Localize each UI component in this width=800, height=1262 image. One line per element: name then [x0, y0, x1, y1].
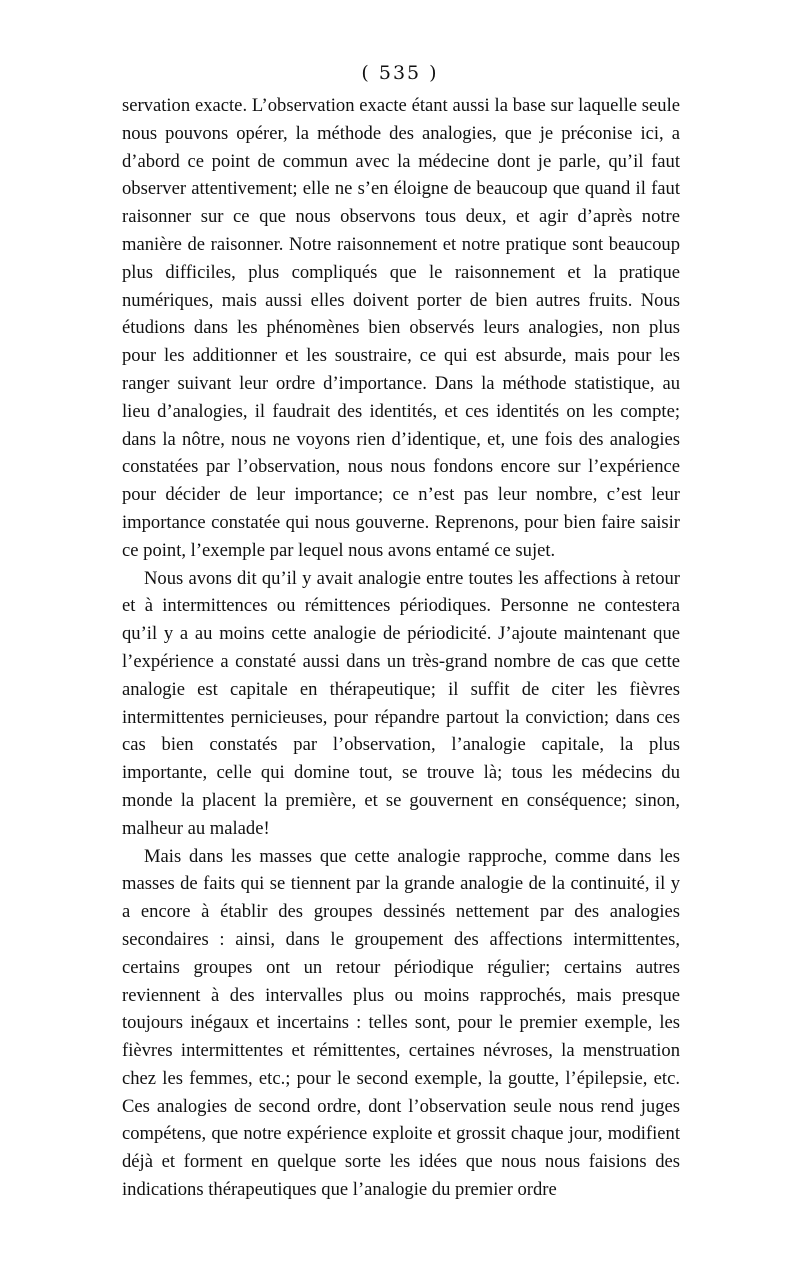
page-number: ( 535 ): [361, 62, 439, 84]
paragraph-2: Nous avons dit qu’il y avait analogie entre toutes les affections à retour et à intermittences ou rémittences périodiques. Personne ne contestera qu’il y a au moins cette analogie de périodicité. J’ajoute maintenant que l’expérience a constaté aussi dans un très-grand nombre de cas que cette analogie est capitale en thérapeutique; il suffit de citer les fièvres intermittentes pernicieuses, pour répandre partout la conviction; dans ces cas bien constatés par l’observation, l’analogie capitale, la plus importante, celle qui domine tout, se trouve là; tous les médecins du monde la placent la première, et se gouvernent en conséquence; sinon, malheur au malade!: [122, 567, 680, 839]
body-text: [122, 92, 680, 1204]
paragraph-1: servation exacte. L’observation exacte étant aussi la base sur laquelle seule nous pouvons opérer, la méthode des analogies, que je préconise ici, a d’abord ce point de commun avec la médecine dont je parle, qu’il faut observer attentivement; elle ne s’en éloigne de beaucoup que quand il faut raisonner sur ce que nous observons tous deux, et agir d’après notre manière de raisonner. Notre raisonnement et notre pratique sont beaucoup plus difficiles, plus compliqués que le raisonnement et la pratique numériques, mais aussi elles doivent porter de bien autres fruits. Nous étudions dans les phénomènes bien observés leurs analogies, non plus pour les additionner et les soustraire, ce qui est absurde, mais pour les ranger suivant leur ordre d’importance. Dans la méthode statistique, au lieu d’analogies, il faudrait des identités, et ces identités on les compte; dans la nôtre, nous ne voyons rien d’identique, et, une fois des analogies constatées par l’observation, nous nous fondons encore sur l’expérience pour décider de leur importance; ce n’est pas leur nombre, c’est leur importance constatée qui nous gouverne. Reprenons, pour bien faire saisir ce point, l’exemple par lequel nous avons entamé ce sujet.: [122, 95, 680, 561]
paragraph-3: Mais dans les masses que cette analogie rapproche, comme dans les masses de faits qui se tiennent par la grande analogie de la continuité, il y a encore à établir des groupes dessinés nettement par des analogies secondaires : ainsi, dans le groupement des affections intermittentes, certains groupes ont un retour périodique régulier; certains autres reviennent à des intervalles plus ou moins rapprochés, mais presque toujours inégaux et incertains : telles sont, pour le premier exemple, les fièvres intermittentes et rémittentes, certaines névroses, la menstruation chez les femmes, etc.; pour le second exemple, la goutte, l’épilepsie, etc. Ces analogies de second ordre, dont l’observation seule nous rend juges compétens, que notre expérience exploite et grossit chaque jour, modifient déjà et forment en quelque sorte les idées que nous nous faisions des indications thérapeutiques que l’analogie du premier ordre: [122, 845, 680, 1201]
